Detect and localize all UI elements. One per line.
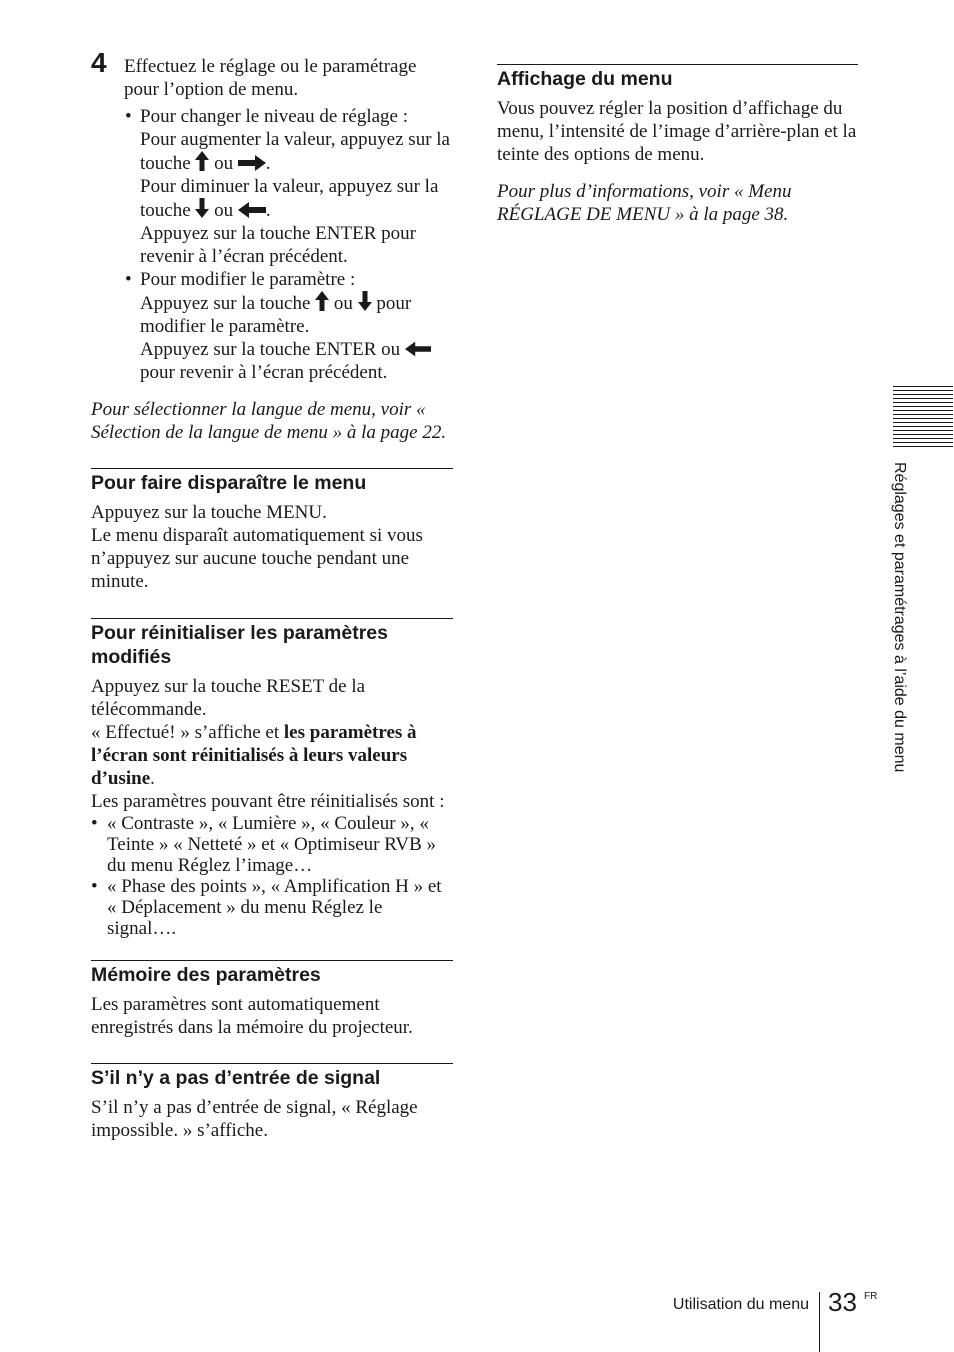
arrow-right-icon xyxy=(238,155,266,171)
footer-section: Utilisation du menu xyxy=(672,1296,809,1313)
chapter-title: Réglages et paramétrages à l’aide du menu xyxy=(891,462,908,773)
language-note: Pour sélectionner la langue de menu, voir « Sélection de la langue de menu » à la page 22. xyxy=(91,399,447,443)
reset-list xyxy=(91,813,453,939)
enter-instruction: Appuyez sur la touche ENTER ou pour revenir à l’écran précédent. xyxy=(140,338,453,384)
display-note: Pour plus d’informations, voir « Menu RÉGLAGE DE MENU » à la page 38. xyxy=(497,181,792,225)
section-title: Pour faire disparaître le menu xyxy=(91,472,367,494)
left-column xyxy=(91,47,453,1142)
arrow-down-icon xyxy=(358,291,372,311)
footer-divider xyxy=(819,1292,820,1352)
decrease-instruction: Pour diminuer la valeur, appuyez sur la touche ou . xyxy=(140,176,439,221)
section-title: Pour réinitialiser les paramètres modifiés xyxy=(91,622,388,668)
list-item: • « Contraste », « Lumière », « Couleur », « Teinte » « Netteté » et « Optimiseur RVB » du menu Réglez l’image… xyxy=(107,813,453,876)
bullet-lead: • Pour modifier le paramètre : xyxy=(140,269,356,290)
arrow-up-icon xyxy=(195,151,209,171)
list-item xyxy=(140,105,453,268)
section-body: S’il n’y a pas d’entrée de signal, « Réglage impossible. » s’affiche. xyxy=(91,1097,418,1141)
step-number: 4 xyxy=(91,47,107,78)
page-language: FR xyxy=(864,1291,878,1302)
step-bullets xyxy=(124,105,453,384)
section-title: S’il n’y a pas d’entrée de signal xyxy=(91,1067,381,1089)
step-intro: Effectuez le réglage ou le paramétrage pour l’option de menu. xyxy=(124,56,417,100)
page-number: 33 xyxy=(828,1287,857,1317)
arrow-down-icon xyxy=(195,198,209,218)
arrow-left-icon xyxy=(405,341,431,357)
bullet-lead: • Pour changer le niveau de réglage : xyxy=(140,106,408,127)
section-reset xyxy=(91,618,453,939)
section-no-signal xyxy=(91,1063,453,1142)
list-item xyxy=(140,268,453,384)
section-title: Affichage du menu xyxy=(497,68,673,90)
enter-back-instruction: Appuyez sur la touche ENTER pour revenir à l’écran précédent. xyxy=(140,223,416,267)
section-memory xyxy=(91,960,453,1039)
step-4 xyxy=(91,47,453,384)
section-display xyxy=(497,64,858,226)
section-body: Vous pouvez régler la position d’affichage du menu, l’intensité de l’image d’arrière-plan et la teinte des options de menu. xyxy=(497,98,857,165)
section-title: Mémoire des paramètres xyxy=(91,964,321,986)
modify-instruction: Appuyez sur la touche ou pour modifier le paramètre. xyxy=(140,293,412,337)
section-body: Appuyez sur la touche MENU. Le menu disparaît automatiquement si vous n’appuyez sur aucune touche pendant une minute. xyxy=(91,502,423,592)
list-item: • « Phase des points », « Amplification H » et « Déplacement » du menu Réglez le signal…. xyxy=(107,876,453,939)
right-column xyxy=(497,64,858,226)
section-body: Appuyez sur la touche RESET de la télécommande. « Effectué! » s’affiche et les paramètres à l’écran sont réinitialisés à leurs valeurs d’usine. Les paramètres pouvant être réinitialisés sont : • « Contraste », « Lumière », « Couleur », « Teinte » « Netteté » et « Optimiseur RVB » du menu Réglez l’image… • « Phase des points », « Amplification H » et « Déplacement » du menu Réglez le signal…. xyxy=(91,675,453,939)
chapter-tab-lines xyxy=(893,386,953,448)
section-body: Les paramètres sont automatiquement enregistrés dans la mémoire du projecteur. xyxy=(91,994,413,1038)
section-hide-menu xyxy=(91,468,453,593)
increase-instruction: Pour augmenter la valeur, appuyez sur la touche ou . xyxy=(140,129,450,174)
arrow-up-icon xyxy=(315,291,329,311)
arrow-left-icon xyxy=(238,202,266,218)
